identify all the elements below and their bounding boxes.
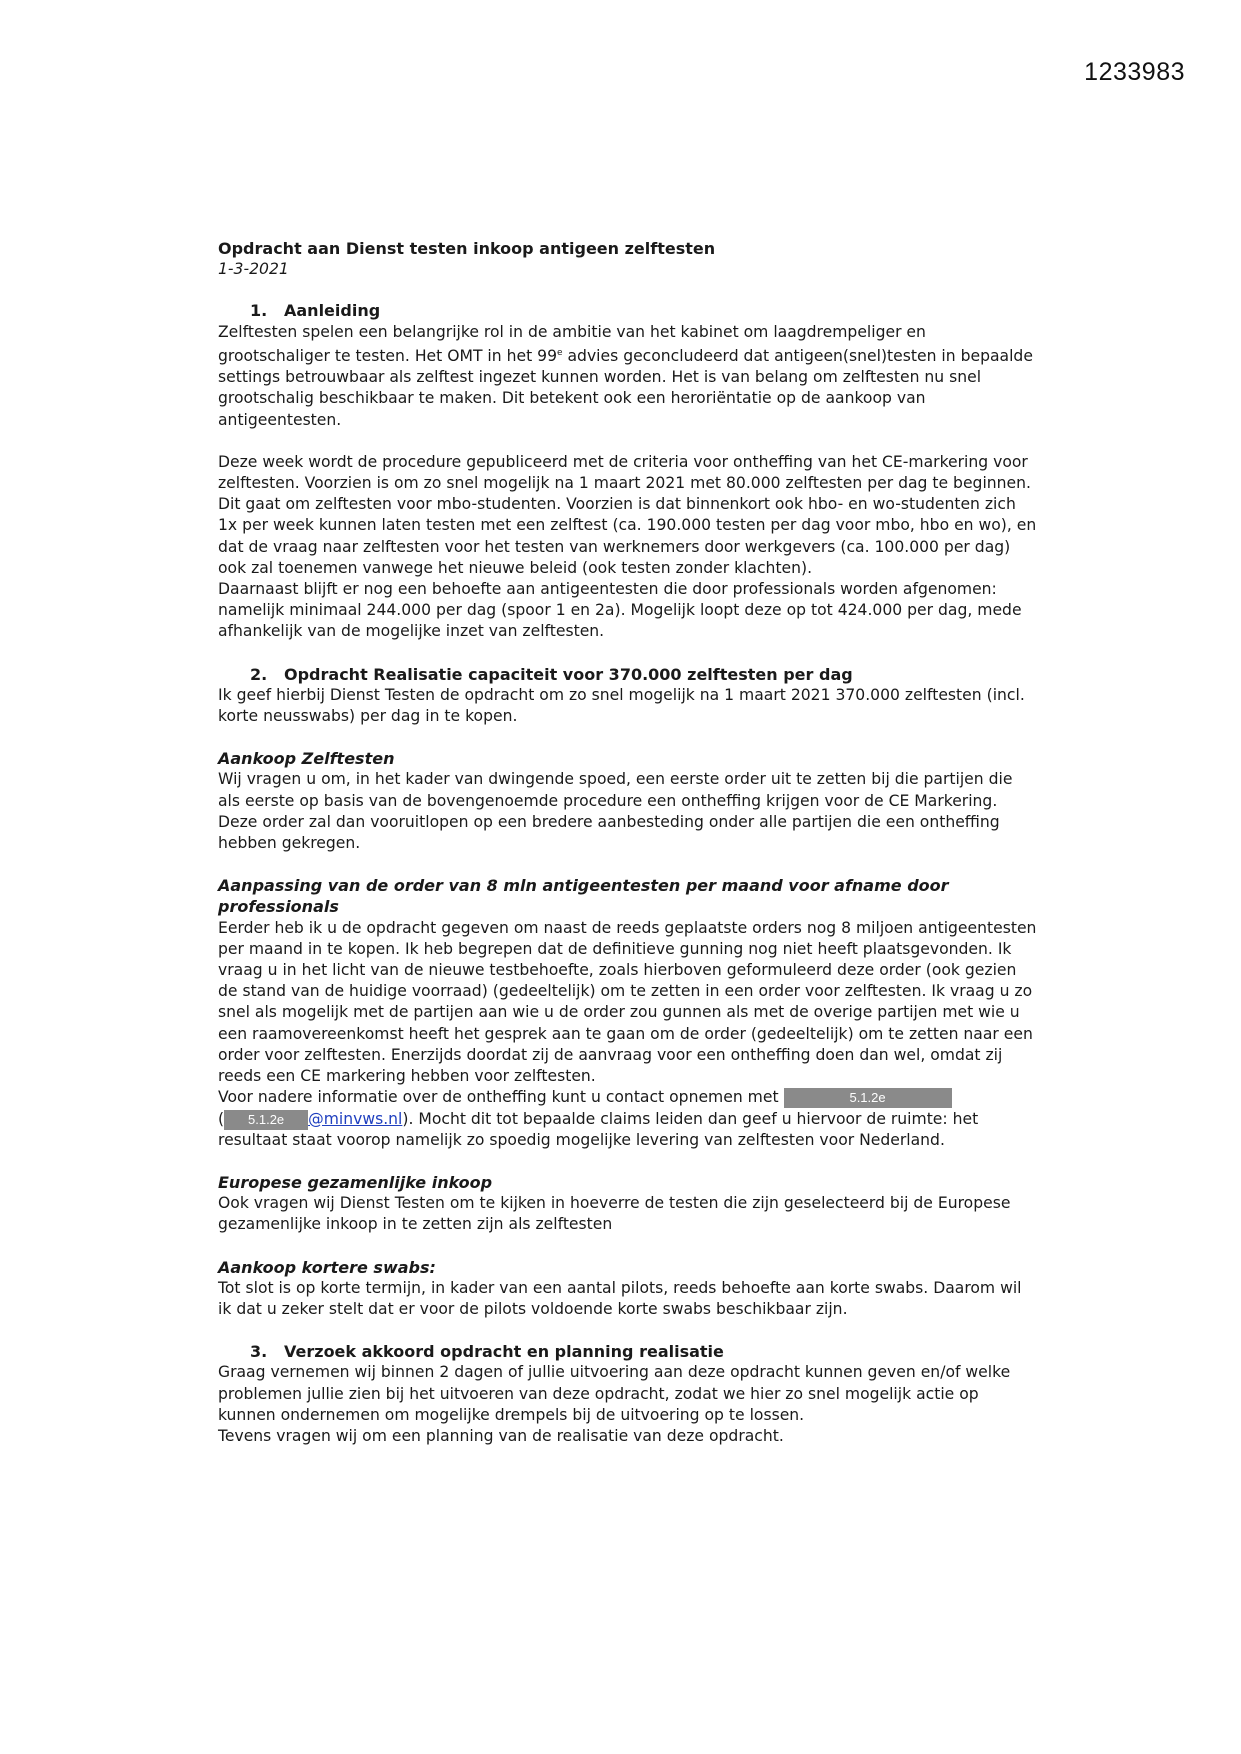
superscript: e xyxy=(557,347,563,358)
paragraph: Eerder heb ik u de opdracht gegeven om naast de reeds geplaatste orders nog 8 miljoen antigeentesten per maand in te kopen. Ik heb begrepen dat de definitieve gunning nog niet heeft plaatsgevonden. Ik vraag u in het licht van de nieuwe testbehoefte, zoals hierboven geformuleerd deze order (ook gezien de stand van de huidige voorraad) (gedeeltelijk) om te zetten in een order voor zelftesten. Ik vraag u zo snel als mogelijk met de partijen aan wie u de order zou gunnen als met de overige partijen met wie u een raamovereenkomst heeft het gesprek aan te gaan om de order (gedeeltelijk) om te zetten naar een order voor zelftesten. Enerzijds doordat zij de aanvraag voor een ontheffing doen dan wel, omdat zij reeds een CE markering hebben voor zelftesten. xyxy=(218,918,1037,1086)
section-1-heading xyxy=(218,300,1038,321)
paragraph: Tot slot is op korte termijn, in kader van een aantal pilots, reeds behoefte aan korte swabs. Daarom wil ik dat u zeker stelt dat er voor de pilots voldoende korte swabs beschikbaar zijn. xyxy=(218,1278,1022,1318)
section-title: Aanleiding xyxy=(284,301,381,321)
paragraph-text: Voor nadere informatie over de ontheffing kunt u contact opnemen met xyxy=(218,1088,779,1107)
section-2-heading xyxy=(218,664,1038,685)
paragraph-text: ). Mocht dit tot bepaalde claims leiden dan geef u hiervoor de ruimte: het resultaat staat voorop namelijk zo spoedig mogelijke levering van zelftesten voor Nederland. xyxy=(218,1109,979,1149)
subheading: Aankoop kortere swabs: xyxy=(218,1257,436,1277)
paragraph: Graag vernemen wij binnen 2 dagen of jullie uitvoering aan deze opdracht kunnen geven en/of welke problemen jullie zien bij het uitvoeren van deze opdracht, zodat we hier zo snel mogelijk actie op kunnen ondernemen om mogelijke drempels bij de uitvoering op te lossen. xyxy=(218,1363,1011,1424)
paragraph-text: ( xyxy=(218,1109,225,1128)
paragraph: Tevens vragen wij om een planning van de realisatie van deze opdracht. xyxy=(218,1426,784,1445)
section-3-heading xyxy=(218,1341,1038,1362)
section-number: 2. xyxy=(250,664,268,684)
subheading: Europese gezamenlijke inkoop xyxy=(218,1172,493,1192)
paragraph: Ook vragen wij Dienst Testen om te kijken in hoeverre de testen die zijn geselecteerd bij de Europese gezamenlijke inkoop in te zetten zijn als zelftesten xyxy=(218,1194,1011,1234)
document-body xyxy=(218,238,1038,1447)
paragraph: Ik geef hierbij Dienst Testen de opdracht om zo snel mogelijk na 1 maart 2021 370.000 zelftesten (incl. korte neusswabs) per dag in te kopen. xyxy=(218,685,1025,726)
document-date: 1-3-2021 xyxy=(218,260,289,279)
subheading: Aanpassing van de order van 8 mln antigeentesten per maand voor afname door professionals xyxy=(218,876,949,917)
document-title: Opdracht aan Dienst testen inkoop antigeen zelftesten xyxy=(218,239,716,258)
paragraph-text: advies geconcludeerd dat antigeen(snel)testen in bepaalde settings betrouwbaar als zelftest ingezet kunnen worden. Het is van belang om zelftesten nu snel grootschalig beschikbaar te maken. Dit betekent ook een heroriëntatie op de aankoop van antigeentesten. xyxy=(218,347,1033,429)
section-title: Verzoek akkoord opdracht en planning realisatie xyxy=(284,1342,724,1362)
paragraph: Wij vragen u om, in het kader van dwingende spoed, een eerste order uit te zetten bij die partijen die als eerste op basis van de bovengenoemde procedure een ontheffing krijgen voor de CE Markering. Deze order zal dan vooruitlopen op een bredere aanbesteding onder alle partijen die een ontheffing hebben gekregen. xyxy=(218,770,1013,853)
paragraph-text: Zelftesten spelen een belangrijke rol in de ambitie van het kabinet om laagdrempeliger en grootschaliger te testen. Het OMT in het 99 xyxy=(218,322,926,365)
section-number: 3. xyxy=(250,1342,268,1362)
section-title: Opdracht Realisatie capaciteit voor 370.000 zelftesten per dag xyxy=(284,664,853,684)
contact-paragraph xyxy=(218,1087,1038,1151)
redaction-box: 5.1.2e xyxy=(784,1088,952,1108)
paragraph xyxy=(218,322,1038,431)
section-number: 1. xyxy=(250,301,268,321)
redaction-box: 5.1.2e xyxy=(224,1110,308,1130)
paragraph: Daarnaast blijft er nog een behoefte aan antigeentesten die door professionals worden afgenomen: namelijk minimaal 244.000 per dag (spoor 1 en 2a). Mogelijk loopt deze op tot 424.000 per dag, mede afhankelijk van de mogelijke inzet van zelftesten. xyxy=(218,580,1022,641)
document-number: 1233983 xyxy=(1084,58,1185,86)
paragraph: Deze week wordt de procedure gepubliceerd met de criteria voor ontheffing van het CE-markering voor zelftesten. Voorzien is om zo snel mogelijk na 1 maart 2021 met 80.000 zelftesten per dag te beginnen. Dit gaat om zelftesten voor mbo-studenten. Voorzien is dat binnenkort ook hbo- en wo-studenten zich 1x per week kunnen laten testen met een zelftest (ca. 190.000 testen per dag voor mbo, hbo en wo), en dat de vraag naar zelftesten voor het testen van werknemers door werkgevers (ca. 100.000 per dag) ook zal toenemen vanwege het nieuwe beleid (ook testen zonder klachten). xyxy=(218,452,1037,577)
email-link[interactable]: @minvws.nl xyxy=(308,1109,403,1128)
subheading: Aankoop Zelftesten xyxy=(218,749,395,769)
